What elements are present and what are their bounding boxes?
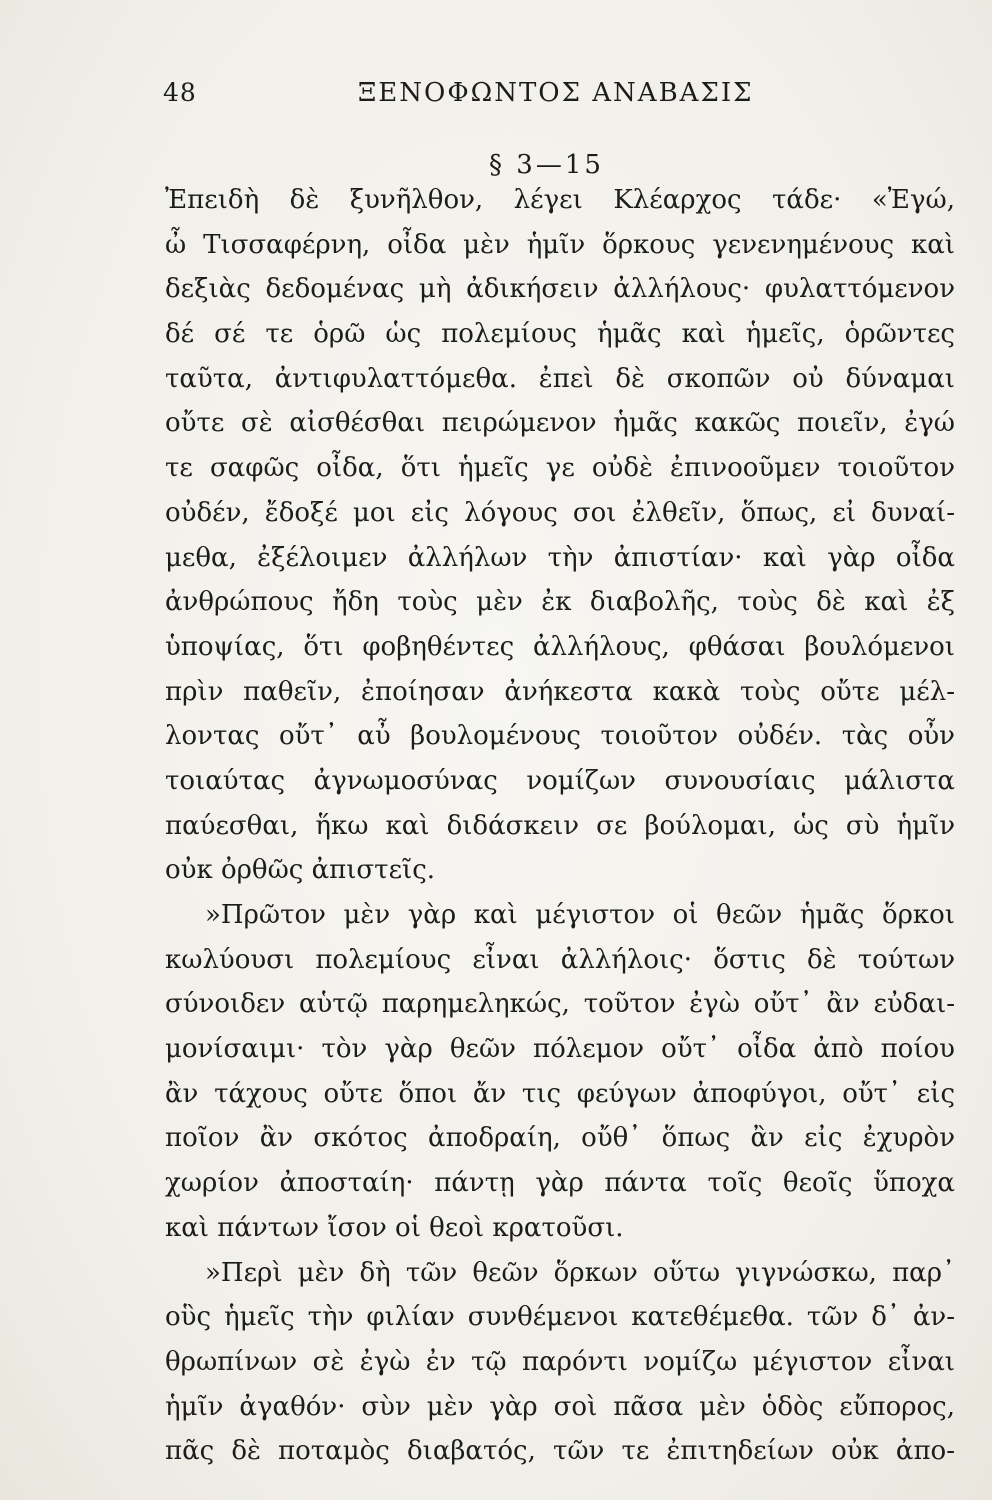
text-line: μονίσαιμι· τὸν γὰρ θεῶν πόλεμον οὔτ᾽ οἶδα ἀπὸ ποίου — [165, 1034, 955, 1065]
text-line: οὔτε σὲ αἰσθέσθαι πειρώμενον ἡμᾶς κακῶς ποιεῖν, ἐγώ — [165, 408, 955, 439]
text-line: τε σαφῶς οἶδα, ὅτι ἡμεῖς γε οὐδὲ ἐπινοοῦμεν τοιοῦτον — [165, 453, 955, 484]
text-line: οὐδέν, ἔδοξέ μοι εἰς λόγους σοι ἐλθεῖν, ὅπως, εἰ δυναί- — [165, 497, 955, 528]
text-line: ταῦτα, ἀντιφυλαττόμεθα. ἐπεὶ δὲ σκοπῶν οὐ δύναμαι — [165, 363, 955, 394]
text-line: πᾶς δὲ ποταμὸς διαβατός, τῶν τε ἐπιτηδείων οὐκ ἀπο- — [165, 1436, 955, 1467]
text-line: ἀνθρώπους ἤδη τοὺς μὲν ἐκ διαβολῆς, τοὺς δὲ καὶ ἐξ — [165, 587, 955, 618]
page-header — [163, 78, 963, 118]
text-line: δέ σέ τε ὁρῶ ὡς πολεμίους ἡμᾶς καὶ ἡμεῖς, ὁρῶντες — [165, 319, 955, 350]
running-title: ΞΕΝΟΦΩΝΤΟΣ ΑΝΑΒΑΣΙΣ — [358, 78, 754, 108]
paragraph-start-line: »Πρῶτον μὲν γὰρ καὶ μέγιστον οἱ θεῶν ἡμᾶς ὅρκοι — [205, 900, 955, 930]
text-line: ποῖον ἂν σκότος ἀποδραίη, οὔθ᾽ ὅπως ἂν εἰς ἐχυρὸν — [165, 1123, 955, 1154]
text-line: Ἐπειδὴ δὲ ξυνῆλθον, λέγει Κλέαρχος τάδε· «Ἐγώ, — [165, 185, 955, 215]
text-line: θρωπίνων σὲ ἐγὼ ἐν τῷ παρόντι νομίζω μέγιστον εἶναι — [165, 1346, 955, 1377]
text-line: ὑποψίας, ὅτι φοβηθέντες ἀλλήλους, φθάσαι βουλόμενοι — [165, 631, 955, 662]
text-line: σύνοιδεν αὑτῷ παρημεληκώς, τοῦτον ἐγὼ οὔτ᾽ ἂν εὐδαι- — [165, 989, 955, 1020]
body-text — [165, 178, 955, 1474]
text-line: ἡμῖν ἀγαθόν· σὺν μὲν γὰρ σοὶ πᾶσα μὲν ὁδὸς εὔπορος, — [165, 1391, 955, 1422]
section-heading: § 3—15 — [489, 150, 604, 180]
page-number: 48 — [163, 78, 197, 107]
text-line: δεξιὰς δεδομένας μὴ ἀδικήσειν ἀλλήλους· φυλαττόμενον — [165, 274, 955, 305]
paragraph-start-line: »Περὶ μὲν δὴ τῶν θεῶν ὅρκων οὕτω γιγνώσκω, παρ᾽ — [205, 1257, 955, 1288]
text-line: ὦ Τισσαφέρνη, οἶδα μὲν ἡμῖν ὅρκους γενενημένους καὶ — [165, 229, 955, 260]
paragraph-end-line: καὶ πάντων ἴσον οἱ θεοὶ κρατοῦσι. — [165, 1212, 624, 1243]
text-line: οὓς ἡμεῖς τὴν φιλίαν συνθέμενοι κατεθέμεθα. τῶν δ᾽ ἀν- — [165, 1302, 955, 1333]
text-line: ἂν τάχους οὔτε ὅποι ἄν τις φεύγων ἀποφύγοι, οὔτ᾽ εἰς — [165, 1078, 955, 1109]
text-line: χωρίον ἀποσταίη· πάντῃ γὰρ πάντα τοῖς θεοῖς ὕποχα — [165, 1168, 955, 1199]
text-line: παύεσθαι, ἥκω καὶ διδάσκειν σε βούλομαι, ὡς σὺ ἡμῖν — [165, 810, 955, 841]
text-line: λοντας οὔτ᾽ αὖ βουλομένους τοιοῦτον οὐδέν. τὰς οὖν — [165, 721, 955, 752]
text-line: μεθα, ἐξέλοιμεν ἀλλήλων τὴν ἀπιστίαν· καὶ γὰρ οἶδα — [165, 542, 955, 573]
text-line: πρὶν παθεῖν, ἐποίησαν ἀνήκεστα κακὰ τοὺς οὔτε μέλ- — [165, 676, 955, 707]
text-line: τοιαύτας ἀγνωμοσύνας νομίζων συνουσίαις μάλιστα — [165, 765, 955, 796]
text-line: κωλύουσι πολεμίους εἶναι ἀλλήλοις· ὅστις δὲ τούτων — [165, 944, 955, 975]
paragraph-end-line: οὐκ ὀρθῶς ἀπιστεῖς. — [165, 855, 436, 886]
